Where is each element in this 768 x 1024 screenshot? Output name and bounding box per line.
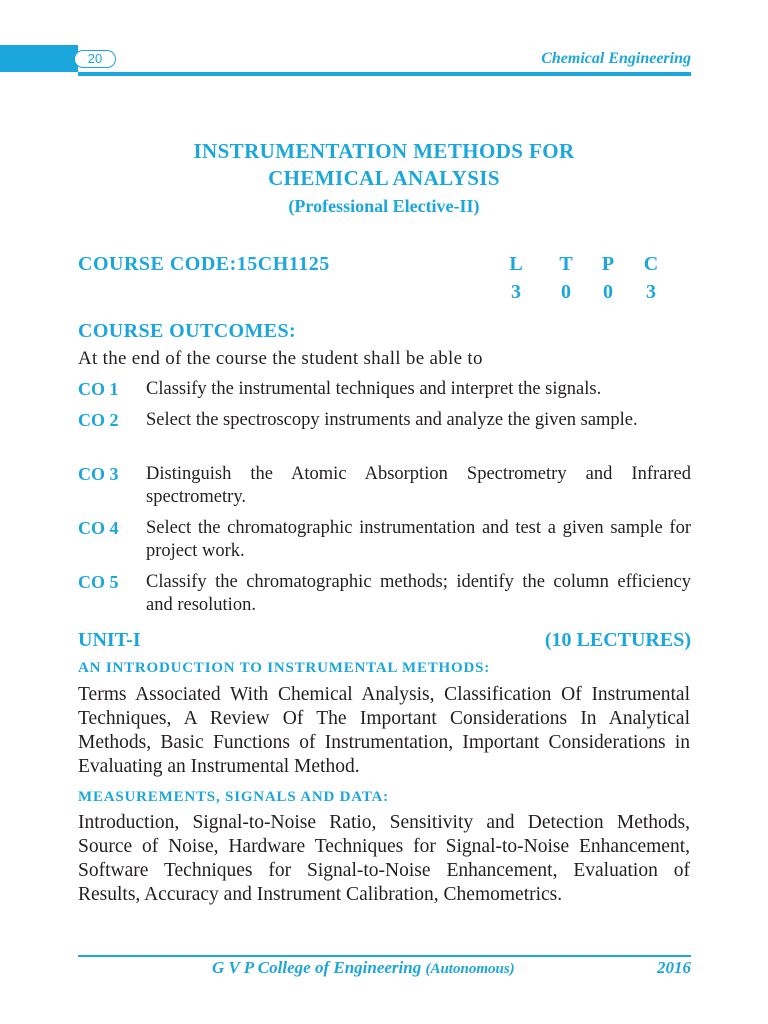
unit-lectures: (10 LECTURES) xyxy=(544,629,691,651)
co-text: Classify the chromatographic methods; identify the column efficiency and resolution. xyxy=(146,572,691,615)
co-text: Select the chromatographic instrumentation and test a given sample for project work. xyxy=(146,518,691,561)
ltpc-value-l: 3 xyxy=(511,281,521,303)
ltpc-value-c: 3 xyxy=(646,281,656,303)
course-code: COURSE CODE:15CH1125 xyxy=(78,253,330,275)
co-text: Classify the instrumental techniques and interpret the signals. xyxy=(146,379,602,399)
co-label: CO 5 xyxy=(78,572,119,592)
header-rule xyxy=(78,72,691,76)
ltpc-header-p: P xyxy=(601,253,615,275)
co-text: Distinguish the Atomic Absorption Spectrometry and Infrared spectrometry. xyxy=(146,464,691,507)
co-text: Select the spectroscopy instruments and analyze the given sample. xyxy=(146,410,638,430)
co-label: CO 3 xyxy=(78,464,119,484)
ltpc-header-c: C xyxy=(643,253,659,275)
section-body: Introduction, Signal-to-Noise Ratio, Sensitivity and Detection Methods, Source of Noise, Hardware Techniques for Signal-to-Noise Enhancement, Software Techniques for Signal-to-Noise Enhancement, Evaluation of Results, Accuracy and Instrument Calibration, Chemometrics. xyxy=(78,812,690,905)
course-subtitle: (Professional Elective-II) xyxy=(288,196,480,216)
section-heading: AN INTRODUCTION TO INSTRUMENTAL METHODS: xyxy=(78,660,491,676)
course-title-line1: INSTRUMENTATION METHODS FOR xyxy=(193,139,575,163)
co-label: CO 4 xyxy=(78,518,119,538)
unit-label: UNIT-I xyxy=(78,629,141,651)
page-number: 20 xyxy=(74,50,116,68)
co-label: CO 1 xyxy=(78,379,119,399)
co-label: CO 2 xyxy=(78,410,119,430)
running-head: Chemical Engineering xyxy=(541,50,691,67)
section-body: Terms Associated With Chemical Analysis, Classification Of Instrumental Techniques, A Review Of The Important Considerations In Analytical Methods, Basic Functions of Instrumentation, Important Considerations in Evaluating an Instrumental Method. xyxy=(78,684,690,777)
college-name: G V P College of Engineering xyxy=(212,958,422,977)
footer-year: 2016 xyxy=(657,958,691,977)
footer-college xyxy=(212,958,515,978)
footer-rule xyxy=(78,955,691,957)
course-title-line2: CHEMICAL ANALYSIS xyxy=(268,166,500,190)
college-status: (Autonomous) xyxy=(425,961,515,977)
section-heading: MEASUREMENTS, SIGNALS AND DATA: xyxy=(78,789,389,805)
ltpc-header-t: T xyxy=(559,253,573,275)
header-band xyxy=(0,45,78,72)
ltpc-value-t: 0 xyxy=(561,281,571,303)
ltpc-value-p: 0 xyxy=(603,281,613,303)
outcomes-intro: At the end of the course the student shall be able to xyxy=(78,348,483,369)
ltpc-header-l: L xyxy=(509,253,523,275)
outcomes-heading: COURSE OUTCOMES: xyxy=(78,320,297,342)
